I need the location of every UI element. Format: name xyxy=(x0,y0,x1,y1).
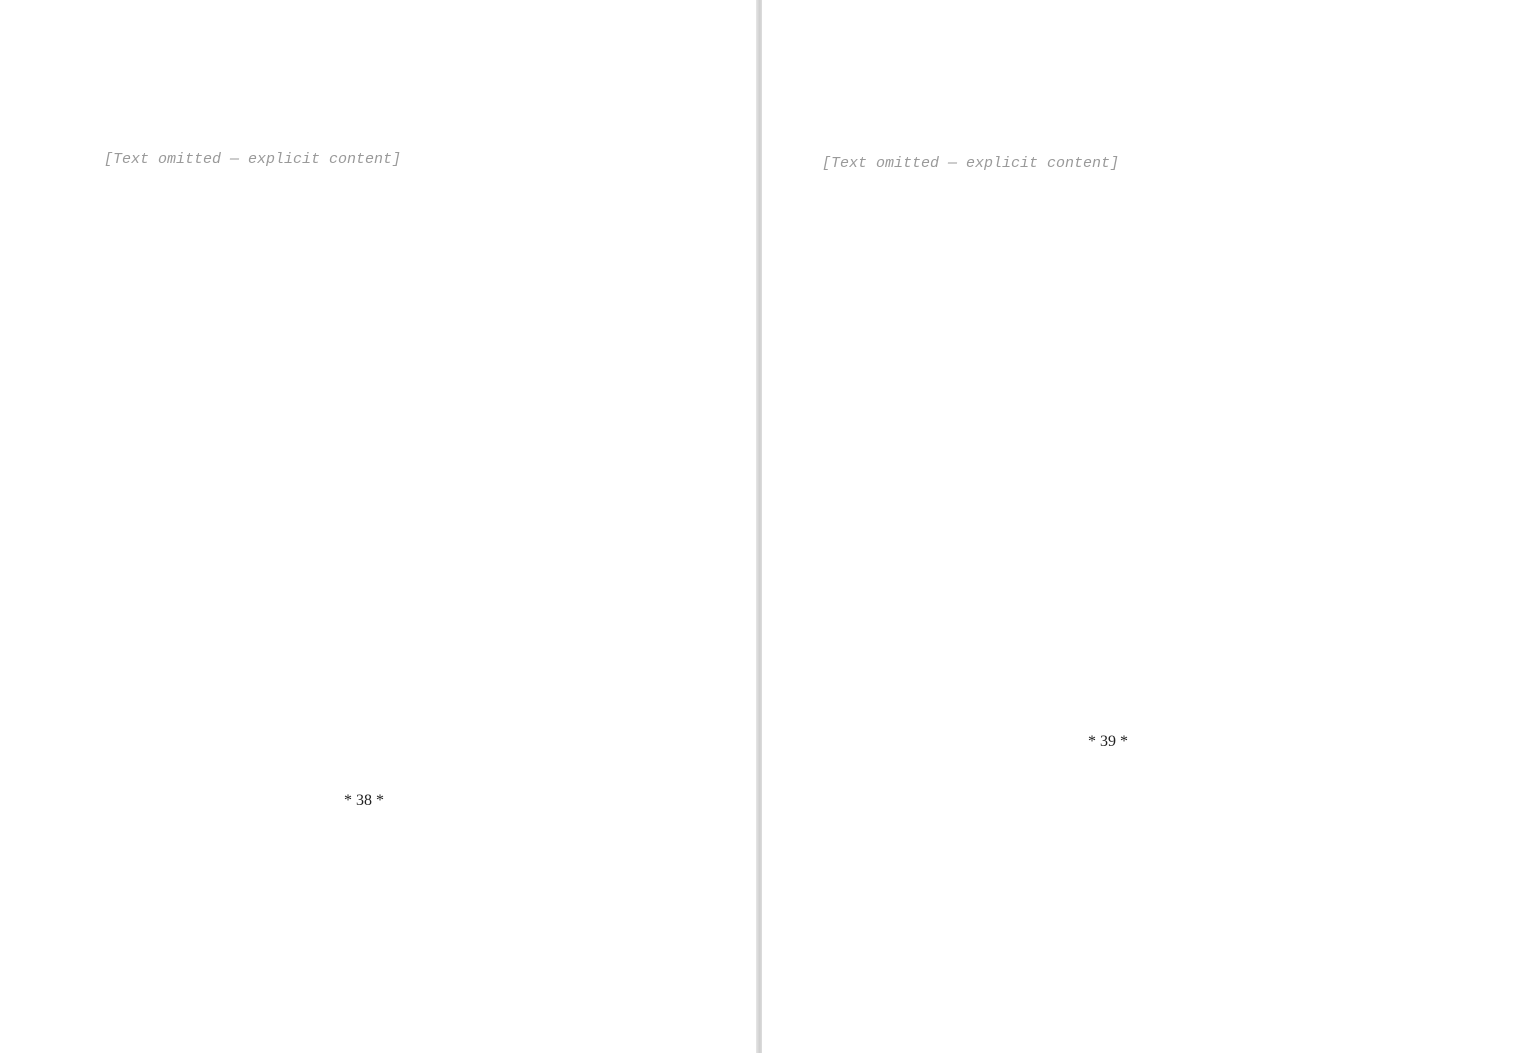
left-page-body: [Text omitted — explicit content] xyxy=(104,151,402,168)
left-page xyxy=(0,0,758,1053)
right-page-number: * 39 * xyxy=(1088,733,1128,750)
right-page xyxy=(762,0,1521,1053)
right-page-body: [Text omitted — explicit content] xyxy=(822,155,1120,172)
left-page-number: * 38 * xyxy=(344,792,384,809)
